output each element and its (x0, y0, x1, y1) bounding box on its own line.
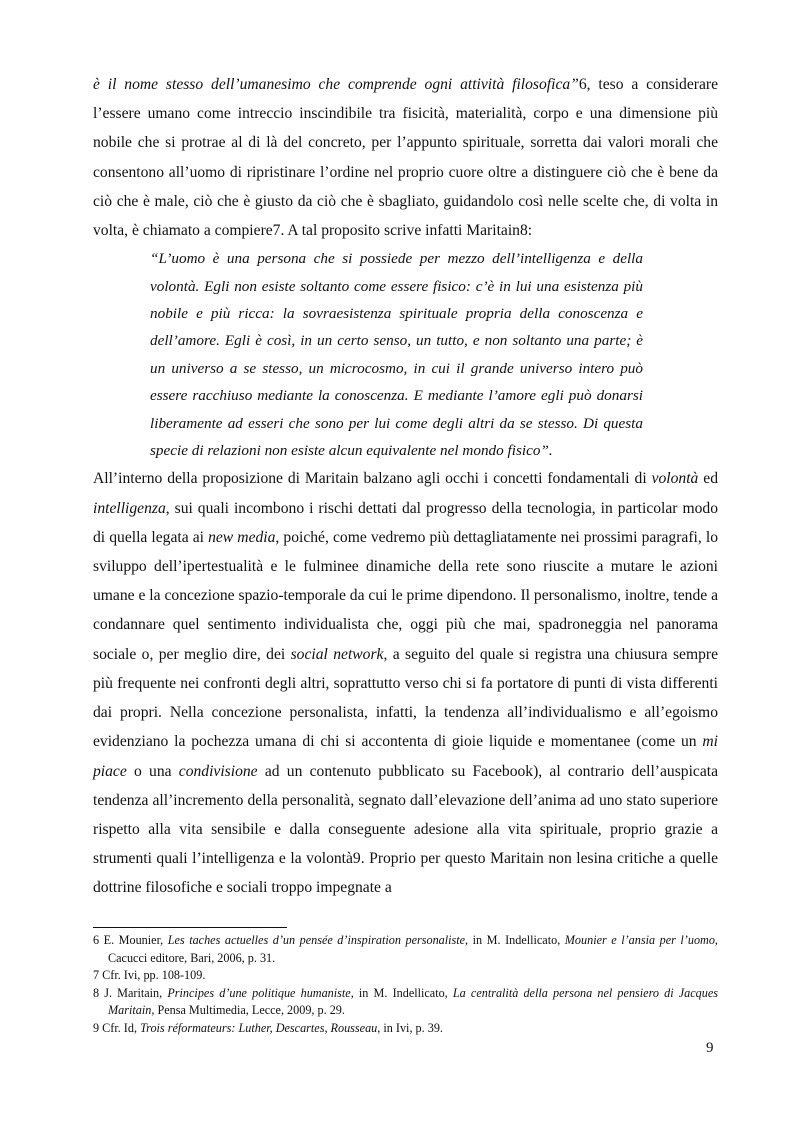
italic-term: social network (290, 645, 384, 663)
fn-title: Mounier e l’ansia per l’uomo, (564, 933, 718, 947)
footnotes (93, 932, 718, 1038)
text-span: ed (698, 470, 718, 488)
fn-text: in M. Indellicato, (468, 933, 565, 947)
fn-text: 6 E. Mounier, (93, 933, 168, 947)
fn-text: 9 Cfr. Id, (93, 1020, 141, 1035)
italic-citation: è il nome stesso dell’umanesimo che comprende ogni attività filosofica” (93, 76, 579, 93)
page-number: 9 (706, 1040, 714, 1056)
italic-term: condivisione (178, 762, 258, 780)
footnote-7: 7 Cfr. Ivi, pp. 108-109. (93, 968, 206, 983)
fn-title: Principes d’une politique humaniste, (167, 985, 354, 1000)
block-quote: “L’uomo è una persona che si possiede per mezzo dell’intelligenza e della volontà. Egli non esiste soltanto come essere fisico: c’è in lui una esistenza più nobile e più ricca: la sovraesistenza spirituale propria della conoscenza e dell’amore. Egli è così, in un certo senso, un tutto, e non soltanto una parte; è un universo a se stesso, un microcosmo, in cui il grande universo intero può essere racchiuso mediante la conoscenza. E mediante l’amore egli può donarsi liberamente ad esseri che sono per lui come degli altri da se stesso. Di questa specie di relazioni non esiste alcun equivalente nel mondo fisico”. (150, 250, 643, 460)
italic-term: volontà (651, 470, 699, 488)
fn-text: Cacucci editore, Bari, 2006, p. 31. (108, 950, 276, 965)
text-span: , sui quali incombono i rischi dettati dal progresso della tecnologia, in particolar modo di quella legata ai (93, 499, 718, 546)
paragraph-intro-text: 6, teso a considerare l’essere umano come intreccio inscindibile tra fisicità, materialità, corpo e una dimensione più nobile che si protrae al di là del concreto, per l’appunto spirituale, sorretta dai valori morali che consentono all’uomo di ripristinare l’ordine nel proprio cuore oltre a distinguere ciò che è bene da ciò che è male, ciò che è giusto da ciò che è sbagliato, guidandolo così nelle scelte che, di volta in volta, è chiamato a compiere7. A tal proposito scrive infatti Maritain8: (93, 76, 718, 240)
footnote-6 (93, 932, 718, 967)
footnote-9 (93, 1020, 718, 1038)
italic-term: intelligenza (93, 499, 166, 517)
fn-title: Les taches actuelles d’un pensée d’inspiration personaliste, (167, 933, 469, 947)
fn-text: , Pensa Multimedia, Lecce, 2009, p. 29. (151, 1003, 345, 1018)
text-span: o una (126, 762, 179, 780)
text-span: All’interno della proposizione di Maritain balzano agli occhi i concetti fondamentali di (93, 470, 652, 488)
fn-text: , in Ivi, p. 39. (377, 1020, 443, 1035)
footnote-divider (93, 927, 287, 928)
fn-title: La centralità della persona nel pensiero di Jacques Maritain (108, 985, 718, 1018)
footnote-8 (93, 985, 718, 1020)
main-text (93, 70, 718, 903)
fn-text: 8 J. Maritain, (93, 985, 168, 1000)
paragraph-intro (93, 70, 718, 245)
italic-term: new media (208, 528, 276, 546)
text-span: ad un contenuto pubblicato su Facebook), al contrario dell’auspicata tendenza all’incremento della personalità, segnato dall’elevazione dell’anima ad uno stato superiore rispetto alla vita sensibile e dalla conseguente adesione alla vita spirituale, proprio grazie a strumenti quali l’intelligenza e la volontà9. Proprio per questo Maritain non lesina critiche a quelle dottrine filosofiche e sociali troppo impegnate a (93, 762, 718, 897)
paragraph-main (93, 464, 718, 902)
text-span: , poiché, come vedremo più dettagliatamente nei prossimi paragrafi, lo sviluppo dell’ipertestualità e le fulminee dinamiche della rete sono riuscite a mutare le azioni umane e la concezione spazio-temporale da cui le prime dipendono. Il personalismo, inoltre, tende a condannare quel sentimento individualista che, oggi più che mai, spadroneggia nel panorama sociale o, per meglio dire, dei (93, 528, 718, 663)
fn-text: in M. Indellicato, (353, 985, 453, 1000)
italic-term: mi piace (93, 733, 718, 780)
text-span: , a seguito del quale si registra una chiusura sempre più frequente nei confronti degli altri, soprattutto verso chi si fa portatore di punti di vista differenti dai propri. Nella concezione personalista, infatti, la tendenza all’individualismo e all’egoismo evidenziano la pochezza umana di chi si accontenta di gioie liquide e momentanee (come un (93, 645, 718, 751)
fn-title: Trois réformateurs: Luther, Descartes, Rousseau (140, 1020, 378, 1035)
